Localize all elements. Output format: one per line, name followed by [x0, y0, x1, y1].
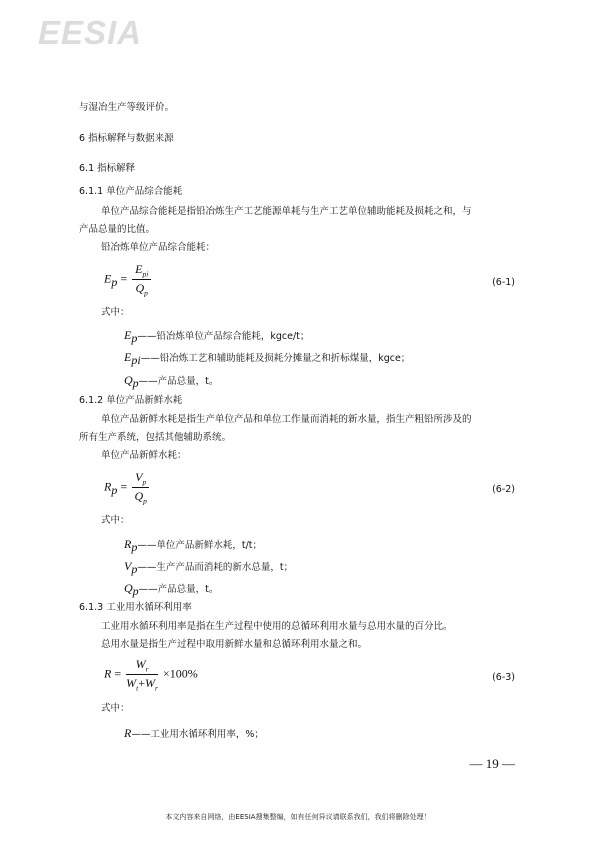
page-number: — 19 — [469, 756, 515, 771]
paragraph-6-1-2-line1: 单位产品新鲜水耗是指生产单位产品和单位工作量而消耗的新水量，指生产粗铅所涉及的 [101, 414, 472, 425]
variable-vp: $V_p——$生产产品而消耗的新水总量，t； [124, 559, 294, 576]
paragraph-6-1-2-line3: 单位产品新鲜水耗： [101, 450, 187, 461]
where-label-2: 式中： [101, 515, 130, 526]
footer-disclaimer: 本文内容来自网络，由EESIA搜集整编，如有任何异议请联系我们，我们将删除处理！ [165, 813, 431, 821]
paragraph-6-1-1-line3: 铅冶炼单位产品综合能耗： [101, 242, 216, 253]
paragraph-6-1-1-line2: 产品总量的比值。 [79, 224, 156, 235]
equation-number-6-3: (6-3) [492, 672, 515, 683]
variable-qp: $Q_p——$产品总量，t。 [124, 373, 219, 390]
paragraph-6-1-1-line1: 单位产品综合能耗是指铅冶炼生产工艺能源单耗与生产工艺单位辅助能耗及损耗之和，与 [101, 206, 472, 217]
section-6-1-heading: 6.1 指标解释 [79, 163, 136, 174]
equation-6-2: $R_p$ = $\frac{V_p}{Q_p}$ [104, 470, 151, 506]
equation-6-1: $E_p$ = $\frac{E_{pi}}{Q_p}$ [104, 262, 153, 298]
paragraph-6-1-3-line1: 工业用水循环利用率是指在生产过程中使用的总循环利用水量与总用水量的百分比。 [101, 621, 453, 632]
variable-ep: $E_p——$铅冶炼单位产品综合能耗，kgce/t； [124, 328, 310, 345]
section-6-1-1-heading: 6.1.1 单位产品综合能耗 [79, 186, 183, 197]
continuation-line: 与湿冶生产等级评价。 [79, 102, 175, 113]
section-6-1-2-heading: 6.1.2 单位产品新鲜水耗 [79, 395, 183, 406]
paragraph-6-1-2-line2: 所有生产系统，包括其他辅助系统。 [79, 432, 232, 443]
section-6-heading: 6 指标解释与数据来源 [79, 133, 174, 144]
variable-qp-2: $Q_p——$产品总量，t。 [124, 581, 219, 598]
where-label-1: 式中： [101, 307, 130, 318]
section-6-1-3-heading: 6.1.3 工业用水循环利用率 [79, 602, 192, 613]
variable-rp: $R_p——$单位产品新鲜水耗，t/t； [124, 537, 262, 554]
where-label-3: 式中： [101, 703, 130, 714]
paragraph-6-1-3-line2: 总用水量是指生产过程中取用新鲜水量和总循环利用水量之和。 [101, 639, 368, 650]
equation-6-3: R = $\frac{W_r}{W_t+W_r}$ ×100% [104, 657, 198, 693]
equation-number-6-1: (6-1) [492, 277, 515, 288]
variable-epi: $E_{pi}——$铅冶炼工艺和辅助能耗及损耗分摊量之和折标煤量，kgce； [124, 350, 411, 367]
variable-r: R——工业用水循环利用率，%； [124, 726, 264, 740]
equation-number-6-2: (6-2) [492, 484, 515, 495]
eesia-logo: EESIA [38, 14, 143, 51]
